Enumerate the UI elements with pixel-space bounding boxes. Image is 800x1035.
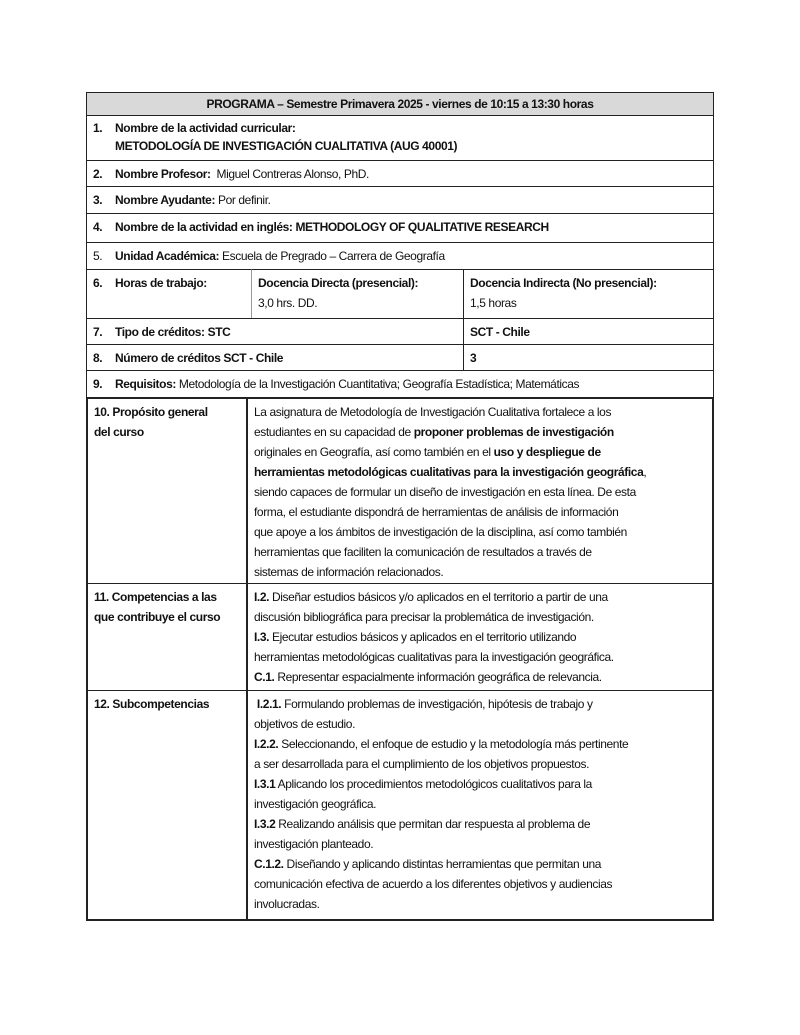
indirect-teaching-cell — [463, 269, 714, 319]
text: sistemas de información relacionados. — [254, 565, 444, 579]
direct-teaching-label: Docencia Directa (presencial): — [258, 276, 419, 290]
subcompetencies-label-cell — [86, 690, 247, 921]
credit-count-value: 3 — [470, 351, 477, 365]
row-assistant — [86, 186, 714, 214]
credit-type-label-cell — [86, 318, 464, 345]
text-line — [254, 402, 706, 422]
section-label-line: del curso — [94, 425, 144, 439]
text: Seleccionando, el enfoque de estudio y la metodología más pertinente — [278, 737, 629, 751]
assistant-value: Por definir. — [215, 193, 271, 207]
competencies-text — [254, 587, 706, 687]
credit-type-label: Tipo de créditos: STC — [115, 325, 231, 339]
purpose-label-cell — [86, 397, 247, 584]
row-number: 2. — [93, 167, 103, 181]
credit-count-label-cell — [86, 344, 464, 371]
text: La asignatura de Metodología de Investigación Cualitativa fortalece a los — [254, 405, 612, 419]
text: forma, el estudiante dispondrá de herramientas de análisis de información — [254, 505, 619, 519]
row-number: 7. — [93, 325, 103, 339]
text: Realizando análisis que permitan dar respuesta al problema de — [275, 817, 591, 831]
bold-text: uso y despliegue de — [493, 445, 601, 459]
row-number: 3. — [93, 193, 103, 207]
activity-name-value: METODOLOGÍA DE INVESTIGACIÓN CUALITATIVA (AUG 40001) — [115, 139, 458, 153]
section-label-line: que contribuye el curso — [94, 610, 221, 624]
work-hours-label: Horas de trabajo: — [115, 276, 207, 290]
direct-teaching-cell — [251, 269, 464, 319]
row-professor — [86, 160, 714, 187]
row-number: 5. — [93, 249, 103, 263]
bold-text: I.3.1 — [254, 777, 276, 791]
bold-text: I.3. — [254, 630, 270, 644]
purpose-text-cell — [246, 397, 714, 584]
english-name-label: Nombre de la actividad en inglés: METHODOLOGY OF QUALITATIVE RESEARCH — [115, 220, 549, 234]
text: herramientas metodológicas cualitativas para la investigación geográfica. — [254, 650, 614, 664]
text-line — [254, 694, 706, 714]
text: discusión bibliográfica para precisar la problemática de investigación. — [254, 610, 594, 624]
subcompetencies-text-cell — [246, 690, 714, 921]
row-requirements — [86, 370, 714, 398]
row-number: 9. — [93, 377, 103, 391]
text-line — [254, 874, 706, 894]
text: estudiantes en su capacidad de — [254, 425, 414, 439]
text: Diseñando y aplicando distintas herramientas que permitan una — [283, 857, 602, 871]
text: Diseñar estudios básicos y/o aplicados en el territorio a partir de una — [269, 590, 608, 604]
indirect-teaching-value: 1,5 horas — [470, 296, 517, 310]
bold-text: C.1.2. — [254, 857, 284, 871]
bold-text: I.3.2 — [254, 817, 276, 831]
activity-name-label: Nombre de la actividad curricular: — [115, 121, 296, 135]
text: Formulando problemas de investigación, hipótesis de trabajo y — [281, 697, 593, 711]
text-line — [254, 502, 706, 522]
bold-text: I.2. — [254, 590, 270, 604]
direct-teaching-value: 3,0 hrs. DD. — [258, 296, 318, 310]
competencies-label-cell — [86, 583, 247, 691]
text-line — [254, 754, 706, 774]
text: originales en Geografía, así como también en el — [254, 445, 494, 459]
academic-unit-label: Unidad Académica: — [115, 249, 220, 263]
program-header — [86, 92, 714, 116]
row-number: 1. — [93, 121, 103, 135]
row-activity-name — [86, 115, 714, 161]
text-line — [254, 814, 706, 834]
professor-label: Nombre Profesor: — [115, 167, 211, 181]
text-line — [254, 774, 706, 794]
text-line — [254, 607, 706, 627]
text: Representar espacialmente información geográfica de relevancia. — [274, 670, 602, 684]
text-line — [254, 734, 706, 754]
row-number: 6. — [93, 276, 103, 290]
competencies-text-cell — [246, 583, 714, 691]
program-header-text: PROGRAMA – Semestre Primavera 2025 - viernes de 10:15 a 13:30 horas — [206, 97, 594, 111]
row-number: 4. — [93, 220, 103, 234]
subcompetencies-text — [254, 694, 706, 914]
text: , — [643, 465, 647, 479]
bold-text: I.2.1. — [254, 697, 282, 711]
text-line — [254, 714, 706, 734]
bold-text: I.2.2. — [254, 737, 279, 751]
row-number: 8. — [93, 351, 103, 365]
credit-type-value: SCT - Chile — [470, 325, 530, 339]
requirements-value: Metodología de la Investigación Cuantitativa; Geografía Estadística; Matemáticas — [175, 377, 580, 391]
text-line — [254, 562, 706, 582]
text: siendo capaces de formular un diseño de investigación en esta línea. De esta — [254, 485, 636, 499]
text-line — [254, 854, 706, 874]
text: Ejecutar estudios básicos y aplicados en el territorio utilizando — [269, 630, 577, 644]
credit-count-label: Número de créditos SCT - Chile — [115, 351, 284, 365]
text: comunicación efectiva de acuerdo a los diferentes objetivos y audiencias — [254, 877, 613, 891]
text-line — [254, 482, 706, 502]
bold-text: proponer problemas de investigación — [413, 425, 614, 439]
bold-text: C.1. — [254, 670, 275, 684]
row-english-name — [86, 213, 714, 243]
credit-type-value-cell — [463, 318, 714, 345]
bold-text: herramientas metodológicas cualitativas para la investigación geográfica — [254, 465, 644, 479]
text: a ser desarrollada para el cumplimiento de los objetivos propuestos. — [254, 757, 589, 771]
text: objetivos de estudio. — [254, 717, 356, 731]
text-line — [254, 794, 706, 814]
section-label-line: 12. Subcompetencias — [94, 697, 210, 711]
section-label-line: 10. Propósito general — [94, 405, 208, 419]
text-line — [254, 667, 706, 687]
text-line — [254, 834, 706, 854]
text-line — [254, 422, 706, 442]
text-line — [254, 647, 706, 667]
text: investigación geográfica. — [254, 797, 377, 811]
work-hours-label-cell — [86, 269, 252, 319]
purpose-text — [254, 402, 706, 582]
text-line — [254, 462, 706, 482]
text-line — [254, 522, 706, 542]
professor-value: Miguel Contreras Alonso, PhD. — [210, 167, 369, 181]
text-line — [254, 542, 706, 562]
text: involucradas. — [254, 897, 320, 911]
academic-unit-value: Escuela de Pregrado – Carrera de Geografía — [219, 249, 445, 263]
assistant-label: Nombre Ayudante: — [115, 193, 216, 207]
text: herramientas que faciliten la comunicación de resultados a través de — [254, 545, 592, 559]
text-line — [254, 627, 706, 647]
row-academic-unit — [86, 242, 714, 270]
text-line — [254, 442, 706, 462]
text: investigación planteado. — [254, 837, 374, 851]
text: Aplicando los procedimientos metodológicos cualitativos para la — [275, 777, 592, 791]
text-line — [254, 587, 706, 607]
credit-count-value-cell — [463, 344, 714, 371]
indirect-teaching-label: Docencia Indirecta (No presencial): — [470, 276, 657, 290]
section-label-line: 11. Competencias a las — [94, 590, 217, 604]
requirements-label: Requisitos: — [115, 377, 176, 391]
text: que apoye a los ámbitos de investigación de la disciplina, así como también — [254, 525, 627, 539]
text-line — [254, 894, 706, 914]
